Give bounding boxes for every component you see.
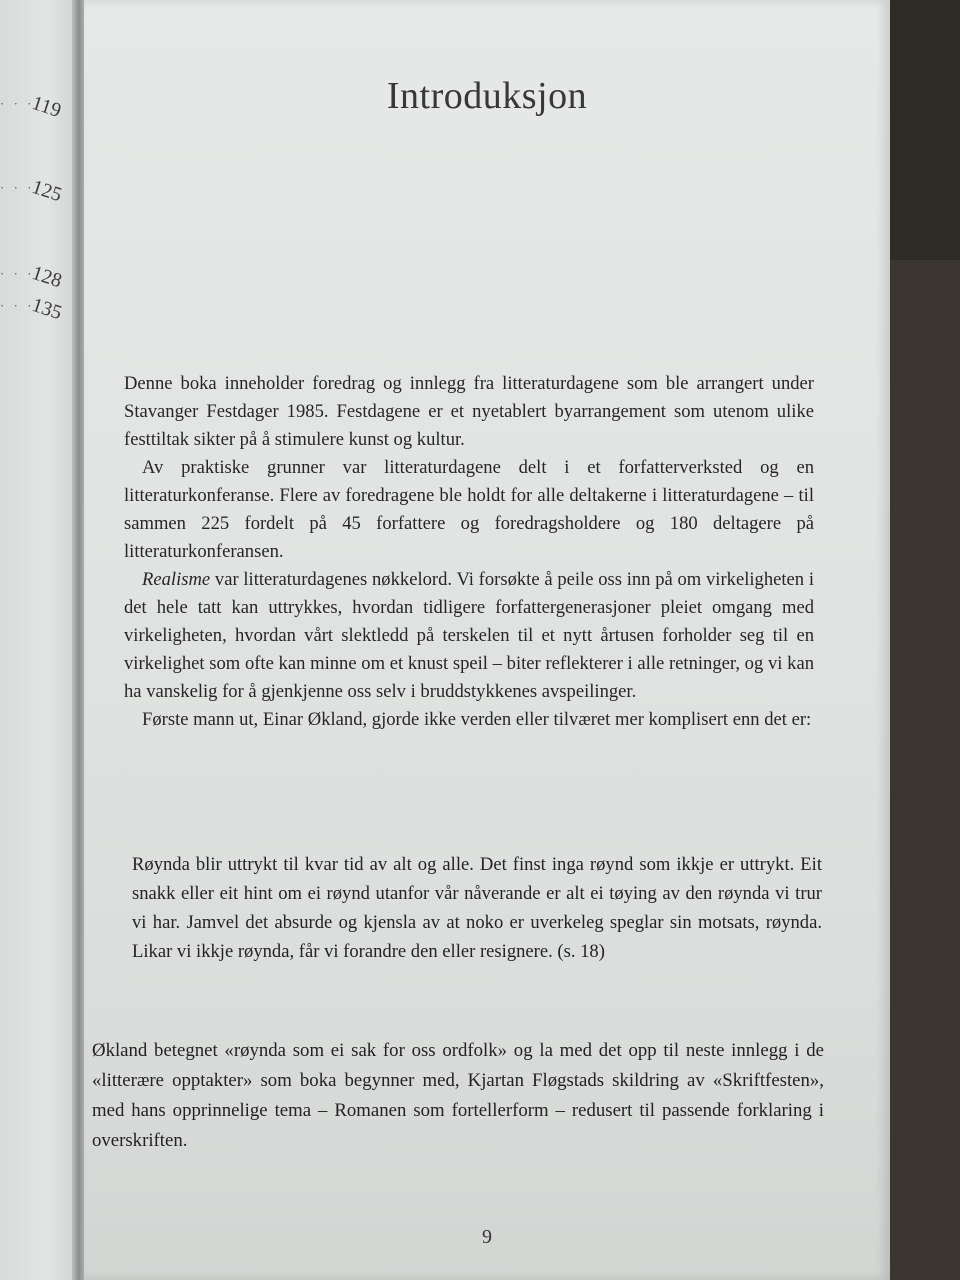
left-page-edge (0, 0, 80, 1280)
toc-entry: · · · 128 (0, 262, 65, 293)
paragraph-text: var litteraturdagenes nøkkelord. Vi forsøkte å peile oss inn på om virkeligheten i det hele tatt kan uttrykkes, hvordan tidligere forfattergenerasjoner pleiet omgang med virkeligheten, hvordan vårt slektledd på terskelen til et nytt årtusen forholder seg til en virkelighet som ofte kan minne om et knust speil – biter reflekterer i alle retninger, og vi kan ha vanskelig for å gjenkjenne oss selv i bruddstykkenes avspeilinger. (124, 569, 814, 702)
toc-entry: · · · 125 (0, 176, 65, 207)
block-quote: Røynda blir uttrykt til kvar tid av alt og alle. Det finst inga røynd som ikkje er uttrykt. Eit snakk eller eit hint om ei røynd utanfor vår nåverande er alt ei tøying av den røynda vi trur vi har. Jamvel det absurde og kjensla av at noko er uverkeleg speglar sin motsats, røynda. Likar vi ikkje røynda, får vi forandre den eller resignere. (s. 18) (132, 854, 822, 962)
paragraph (124, 566, 814, 706)
toc-page-number: 135 (29, 294, 65, 325)
toc-entry: · · · 135 (0, 294, 65, 325)
toc-entry: · · · 119 (0, 92, 64, 122)
body-text (124, 370, 814, 734)
page-number: 9 (482, 1226, 492, 1248)
toc-page-number: 125 (29, 176, 65, 207)
background-surface (880, 0, 960, 260)
book-page (84, 0, 890, 1280)
paragraph: Første mann ut, Einar Økland, gjorde ikke verden eller tilværet mer komplisert enn det er: (142, 709, 812, 730)
paragraph: Denne boka inneholder foredrag og innlegg fra litteraturdagene som ble arrangert under Stavanger Festdager 1985. Festdagene er et nyetablert byarrangement som utenom ulike festtiltak sikter på å stimulere kunst og kultur. (124, 373, 814, 450)
emphasis-word: Realisme (142, 569, 211, 590)
toc-page-number: 128 (29, 262, 65, 293)
paragraph: Økland betegnet «røynda som ei sak for oss ordfolk» og la med det opp til neste innlegg i de «litterære opptakter» som boka begynner med, Kjartan Fløgstads skildring av «Skriftfesten», med hans opprinnelige tema – Romanen som fortellerform – redusert til passende forklaring i overskriften. (92, 1040, 824, 1151)
page-title: Introduksjon (386, 75, 588, 117)
paragraph: Av praktiske grunner var litteraturdagene delt i et forfatterverksted og en litteraturkonferanse. Flere av foredragene ble holdt for alle deltakerne i litteraturdagene – til sammen 225 fordelt på 45 forfattere og foredragsholdere og 180 deltagere på litteraturkonferansen. (124, 457, 814, 562)
toc-page-number: 119 (29, 92, 64, 122)
